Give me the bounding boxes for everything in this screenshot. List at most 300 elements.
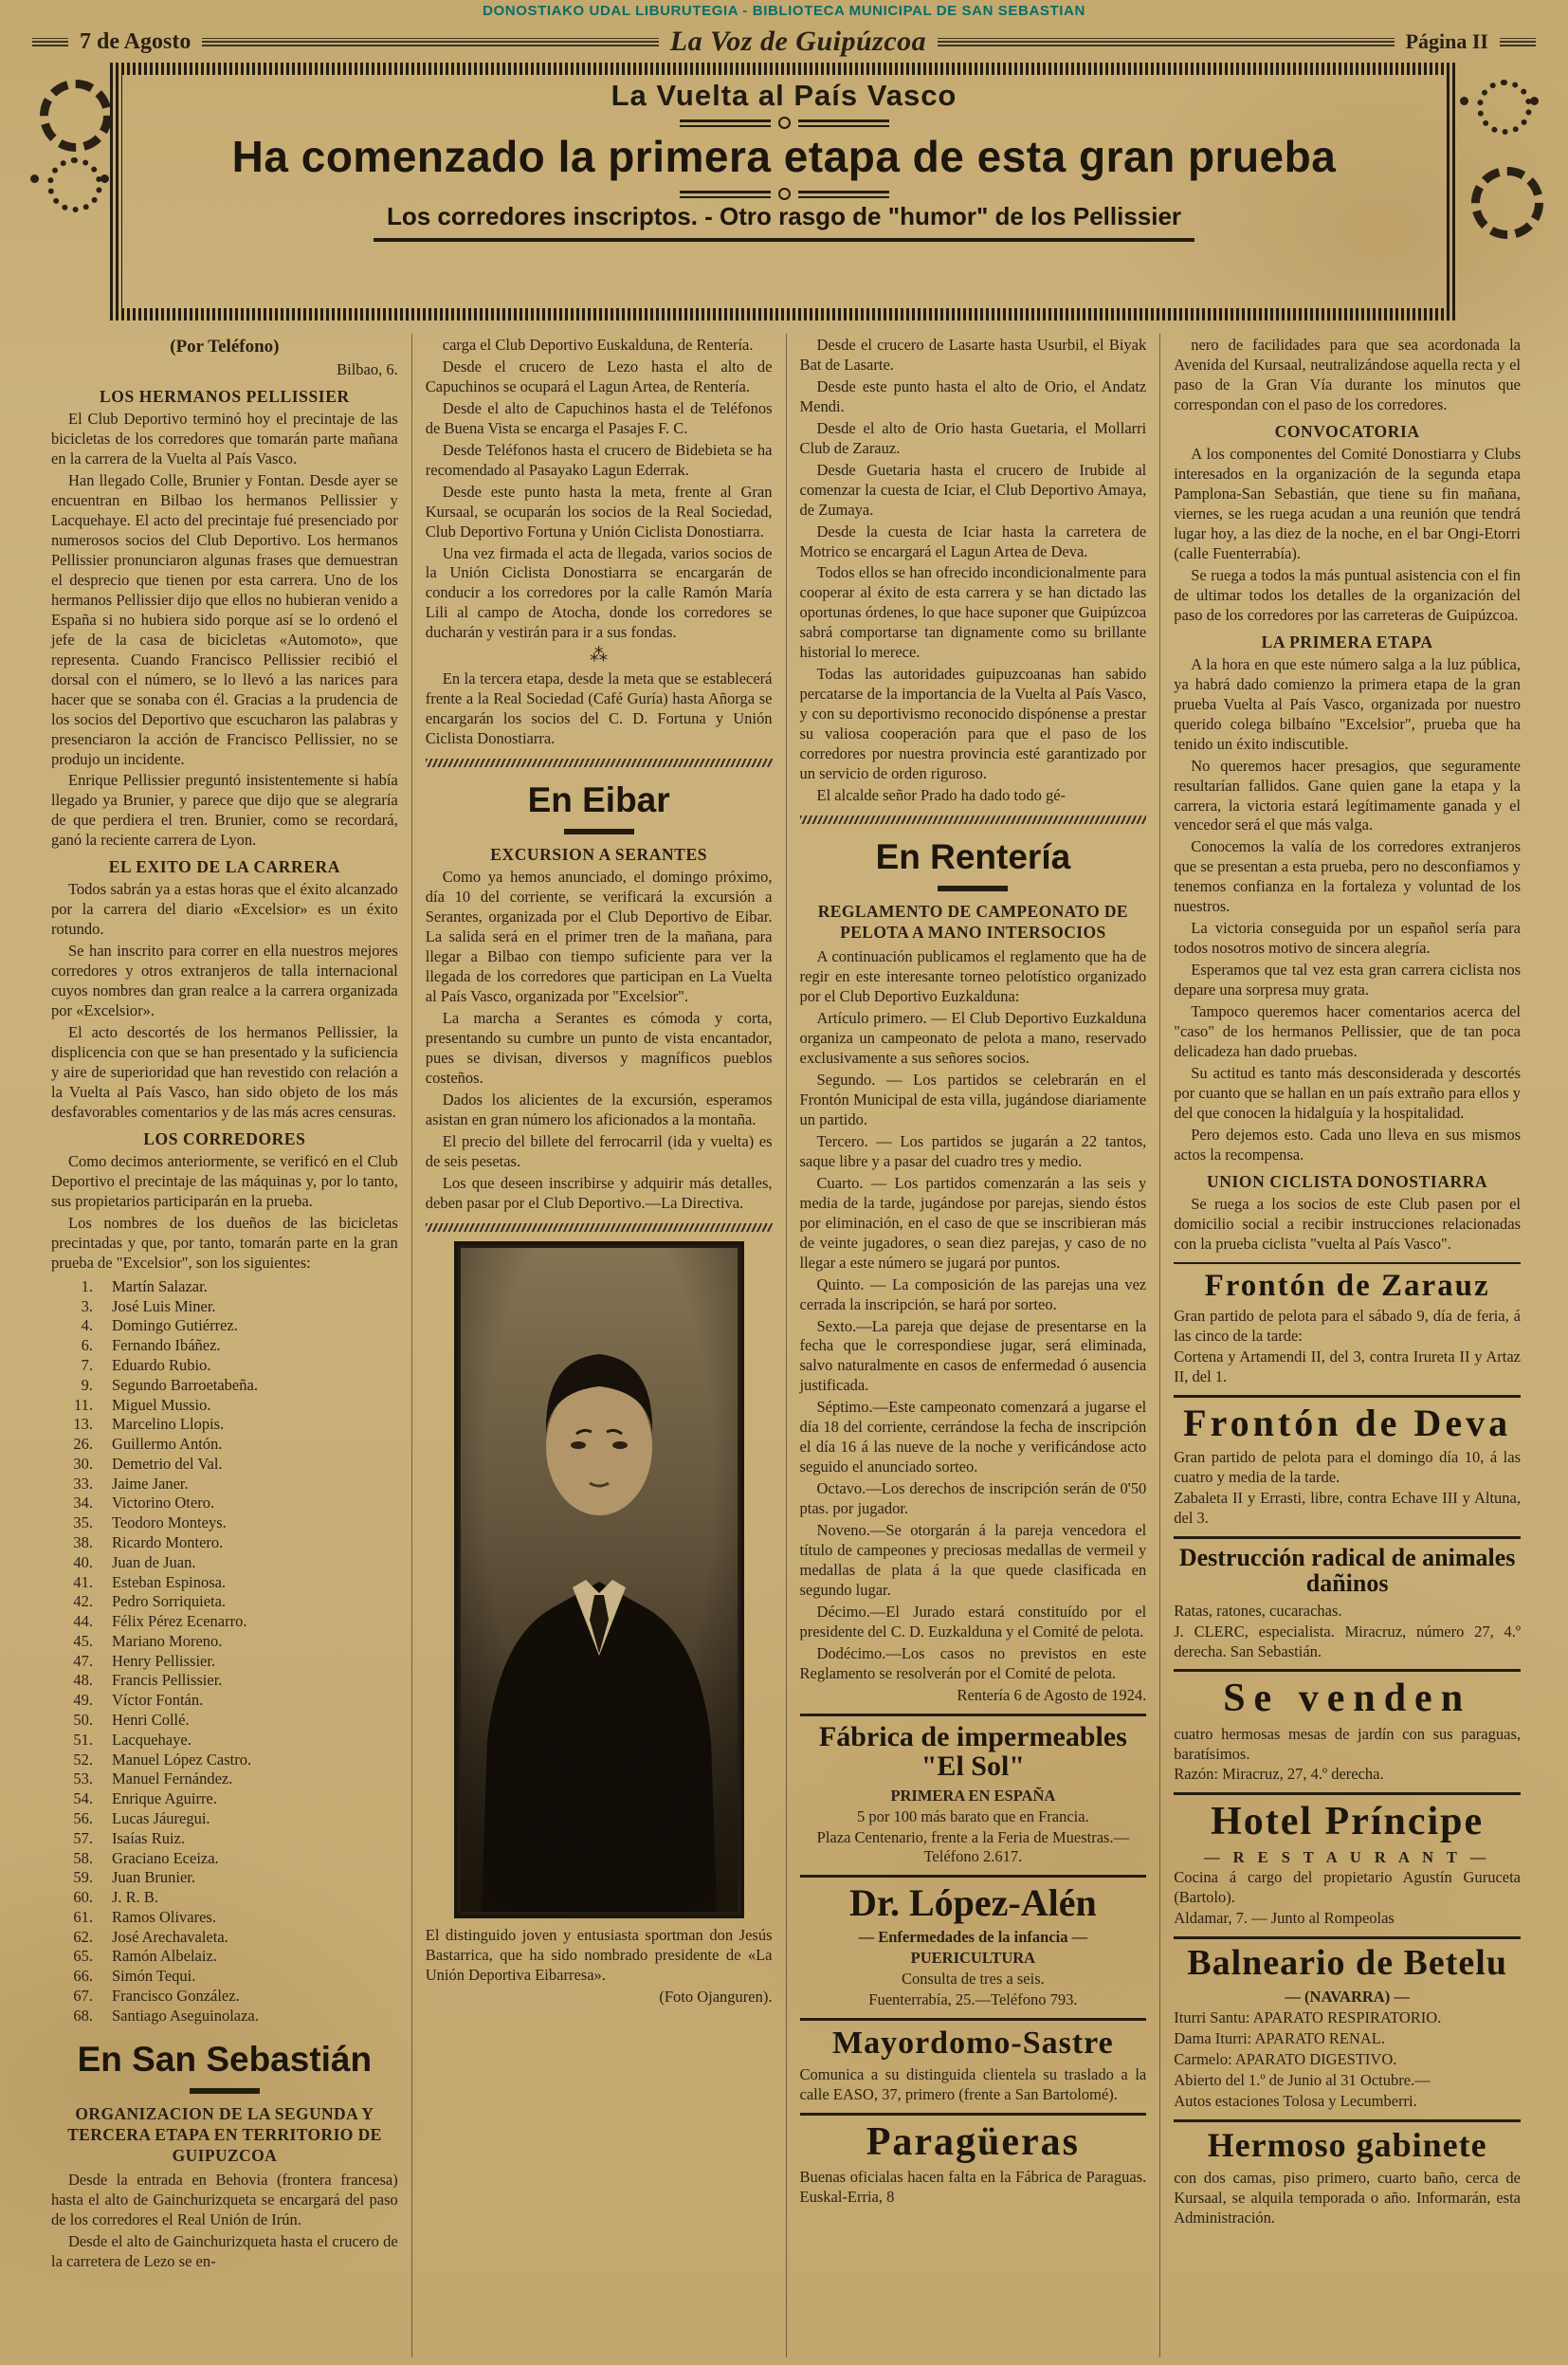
paragraph: Quinto. — La composición de las parejas una vez cerrada la inscripción, se hará por sorteo. xyxy=(799,1274,1147,1313)
ad-line: J. CLERC, especialista. Miracruz, número 27, 4.º derecha. San Sebastián. xyxy=(1174,1622,1521,1660)
rider-number: 60. xyxy=(73,1888,93,1907)
ad-subtitle: PRIMERA EN ESPAÑA xyxy=(890,1786,1056,1805)
rider-number: 4. xyxy=(81,1316,93,1335)
rider-name: Mariano Moreno. xyxy=(112,1631,223,1650)
paragraph: Desde este punto hasta la meta, frente al Gran Kursaal, se ocuparán los socios de la Real Sociedad, Club Deportivo Fortuna y Unión Ciclista Donostiarra. xyxy=(425,482,773,541)
divider-bar xyxy=(680,191,771,198)
rider-number: 42. xyxy=(73,1592,93,1611)
paragraph: Octavo.—Los derechos de inscripción serán de 0'50 ptas. por jugador. xyxy=(799,1479,1147,1518)
sunburst-ornament-icon xyxy=(40,80,112,152)
ad-body-lines xyxy=(1174,1602,1521,1662)
rider-number: 1. xyxy=(81,1276,93,1295)
ad-title: Dr. López-Alén xyxy=(849,1881,1097,1925)
ad-hermoso-gabinete xyxy=(1174,2125,1521,2228)
rider-row xyxy=(51,1513,398,1533)
masthead xyxy=(32,26,1536,58)
divider-bar xyxy=(798,119,889,127)
ad-line: Zabaleta II y Errasti, libre, contra Echave III y Altuna, del 3. xyxy=(1174,1489,1521,1528)
headline-block xyxy=(28,63,1540,321)
rider-name: Santiago Aseguinolaza. xyxy=(112,2006,259,2025)
rider-number: 13. xyxy=(73,1415,93,1434)
rider-row xyxy=(51,1868,398,1888)
divider-bar xyxy=(680,119,771,127)
rider-row xyxy=(51,1573,398,1593)
paragraph: Su actitud es tanto más desconsiderada y descortés por cuanto que se hallan en un país extraño para ellos y del que conocen la hidalguía y la hospitalidad. xyxy=(1174,1063,1521,1122)
ad-line: 5 por 100 más barato que en Francia. xyxy=(857,1806,1089,1825)
paragraph: Los que deseen inscribirse y adquirir más detalles, deben pasar por el Club Deportivo.—La Directiva. xyxy=(425,1173,773,1212)
ad-body: Buenas oficialas hacen falta en la Fábrica de Paraguas. Euskal-Erria, 8 xyxy=(799,2167,1147,2206)
rider-number: 49. xyxy=(73,1691,93,1710)
rider-name: Victorino Otero. xyxy=(112,1494,215,1512)
rider-number: 41. xyxy=(73,1572,93,1591)
ad-separator-rule xyxy=(800,1714,1147,1716)
rider-name: Ramos Olivares. xyxy=(112,1907,216,1926)
ad-separator-rule xyxy=(800,2018,1147,2021)
rider-row xyxy=(51,1888,398,1908)
ad-paragueras xyxy=(800,2121,1147,2208)
rider-name: Miguel Mussio. xyxy=(112,1395,211,1414)
rider-name: Domingo Gutiérrez. xyxy=(112,1316,238,1335)
rider-number: 9. xyxy=(81,1375,93,1394)
paragraph: Han llegado Colle, Brunier y Fontan. Desde ayer se encuentran en Bilbao los hermanos Pellissier y Lacquehaye. El acto del precintaje fué presenciado por numerosos socios del Club Deportivo. Los hermanos Pellissier pronunciaron algunas frases que demuestran el desprecio que tienen por esta carrera. Uno de los hermanos Pellissier dijo que ellos no hubieran venido a España si no hubiera sido porque así se lo ordenó el jefe de la casa de bicicletas «Automoto», que representa. Cuando Francisco Pellissier recibió el dorsal con el número, se lo llevó a las narices para hacer que se sonaba con él. Gracias a la prudencia de los socios del Deportivo que escucharon las palabras y presenciaron la acción de Francisco Pellissier, no se produjo un incidente. xyxy=(51,471,398,768)
ornament-column-right xyxy=(1458,63,1540,321)
paragraph: Décimo.—El Jurado estará constituído por el presidente del C. D. Euzkalduna y el Comité de pelota. xyxy=(799,1602,1147,1641)
rider-name: Henri Collé. xyxy=(112,1711,190,1730)
ad-line: Fuenterrabía, 25.—Teléfono 793. xyxy=(868,1990,1078,2009)
ad-subtitle: — (NAVARRA) — xyxy=(1285,1988,1410,2007)
article-paragraphs xyxy=(51,1152,398,1274)
masthead-rule xyxy=(202,38,658,46)
paragraph: A los componentes del Comité Donostiarra y Clubs interesados en la organización de la segunda etapa Pamplona-San Sebastián, que tiene su fin mañana, viernes, se les ruega acudan a una reunión que tendrá lugar hoy, a las diez de la noche, en el bar Ongi-Etorri (calle Fuenterrabía). xyxy=(1174,445,1521,562)
paragraph: Se ruega a los socios de este Club pasen por el domicilio social a recibir instrucciones relacionadas con la prueba ciclista "vuelta al País Vasco". xyxy=(1174,1194,1521,1253)
rider-row xyxy=(51,1908,398,1928)
article-paragraphs xyxy=(800,947,1147,1683)
paragraph: El precio del billete del ferrocarril (ida y vuelta) es de seis pesetas. xyxy=(425,1131,773,1170)
ad-separator-rule xyxy=(1174,1792,1521,1795)
rider-name: Martín Salazar. xyxy=(112,1276,208,1295)
rider-name: Francis Pellissier. xyxy=(112,1671,223,1690)
rider-row xyxy=(51,1297,398,1317)
ad-separator-rule xyxy=(1174,2119,1521,2122)
paragraph: Séptimo.—Este campeonato comenzará a jugarse el día 18 del corriente, cerrándose la fecha de inscripción el día 16 á las nueve de la noche y verificándose acto seguido el anunciado sorteo. xyxy=(799,1398,1147,1476)
paragraph: Todos ellos se han ofrecido incondicionalmente para cooperar al éxito de esta carrera y se han dictado las oportunas órdenes, lo que hace suponer que Guipúzcoa sabrá comportarse tan dignamente como su brillante historial lo merece. xyxy=(799,563,1147,662)
rider-row xyxy=(51,1652,398,1672)
ad-destruccion-animales xyxy=(1174,1545,1521,1661)
paragraph: Desde el alto de Capuchinos hasta el de Teléfonos de Buena Vista se encarga el Pasajes F. C. xyxy=(425,398,773,437)
ad-title: Hotel Príncipe xyxy=(1211,1800,1485,1844)
asterism-ornament-icon: ⁂ xyxy=(590,646,609,667)
paragraph: Dados los alicientes de la excursión, esperamos asistan en gran número los aficionados a la montaña. xyxy=(425,1090,773,1128)
paragraph: Esperamos que tal vez esta gran carrera ciclista nos depare una sorpresa muy grata. xyxy=(1174,961,1521,999)
rider-row xyxy=(51,1277,398,1297)
headline-box xyxy=(110,63,1458,321)
divider-ring-icon xyxy=(778,117,791,129)
paragraph: Enrique Pellissier preguntó insistentemente si había llegado ya Brunier, y parece que dijo que se alegraría de que perdiera el tren. Brunier, como se recordará, ganó la reciente carrera de Lyon. xyxy=(51,771,398,850)
rider-name: Eduardo Rubio. xyxy=(112,1355,211,1374)
ad-separator-rule xyxy=(1174,1395,1521,1398)
rider-number: 44. xyxy=(73,1612,93,1631)
paragraph: Sexto.—La pareja que dejase de presentarse en la fecha que le correspondiese jugar, será eliminada, salvo naturalmente en casos de enfermedad ó ausencia justificada. xyxy=(799,1316,1147,1395)
rider-row xyxy=(51,1849,398,1869)
article-paragraphs xyxy=(426,336,773,643)
article-paragraphs xyxy=(1174,336,1521,415)
paragraph: La victoria conseguida por un español sería para todos nosotros motivo de sincera alegría. xyxy=(1174,919,1521,958)
rider-row xyxy=(51,1316,398,1336)
sunburst-ornament-icon xyxy=(1471,167,1543,239)
ad-title: Paragüeras xyxy=(866,2119,1081,2164)
ornament-column-left xyxy=(28,63,110,321)
ad-line: Gran partido de pelota para el domingo día 10, á las cuatro y media de la tarde. xyxy=(1174,1448,1521,1487)
paragraph: La marcha a Serantes es cómoda y corta, presentando su cumbre un punto de vista encantador, pues se divisan, diversos y magníficos pueblos costeños. xyxy=(425,1009,773,1087)
article-subhead: LOS HERMANOS PELLISSIER xyxy=(100,387,350,407)
article-paragraphs xyxy=(1174,1195,1521,1255)
headline-divider xyxy=(143,117,1425,129)
column-2 xyxy=(411,334,786,2357)
rider-row xyxy=(51,1789,398,1809)
section-headline-san-sebastian: En San Sebastián xyxy=(77,2039,373,2079)
rider-name: Ricardo Montero. xyxy=(112,1533,224,1552)
paragraph: Desde este punto hasta el alto de Orio, el Andatz Mendi. xyxy=(799,376,1147,415)
ad-fronton-deva xyxy=(1174,1403,1521,1529)
ad-line: Plaza Centenario, frente a la Feria de Muestras.—Teléfono 2.617. xyxy=(816,1827,1130,1866)
paragraph: Se han inscrito para correr en ella nuestros mejores corredores y otros extranjeros de talla internacional cuyos nombres dan gran realce a la carrera organizada por «Excelsior». xyxy=(51,942,398,1020)
ad-subtitle: — R E S T A U R A N T — xyxy=(1204,1847,1491,1866)
rider-number: 53. xyxy=(73,1769,93,1788)
rider-row xyxy=(51,1711,398,1731)
section-divider-bar xyxy=(938,886,1008,891)
rider-row xyxy=(51,1751,398,1770)
ad-title: Frontón de Deva xyxy=(1183,1402,1512,1445)
rider-name: Teodoro Monteys. xyxy=(112,1513,227,1532)
ad-title: Frontón de Zarauz xyxy=(1204,1268,1490,1303)
paragraph: Una vez firmada el acta de llegada, varios socios de la Unión Ciclista Donostiarra se encargarán de conducir a los corredores por la calle Ramón María Lili al campo de Atocha, donde los corredores se ducharán y vestirán para ir a sus fondas. xyxy=(425,543,773,642)
ad-subtitle: — Enfermedades de la infancia — xyxy=(858,1928,1088,1947)
rider-row xyxy=(51,1632,398,1652)
rider-number: 65. xyxy=(73,1947,93,1966)
ad-line: Gran partido de pelota para el sábado 9, día de feria, á las cinco de la tarde: xyxy=(1174,1307,1521,1346)
rider-number: 62. xyxy=(73,1927,93,1946)
rider-number: 56. xyxy=(73,1808,93,1827)
ad-separator-rule xyxy=(800,2113,1147,2116)
paragraph: Desde el crucero de Lezo hasta el alto de Capuchinos se ocupará el Lagun Artea, de Rentería. xyxy=(425,357,773,395)
masthead-title: La Voz de Guipúzcoa xyxy=(669,26,927,57)
rider-name: Ramón Albelaiz. xyxy=(112,1947,217,1966)
dateline: Rentería 6 de Agosto de 1924. xyxy=(957,1685,1147,1704)
photo-credit: (Foto Ojanguren). xyxy=(659,1987,773,2006)
rider-number: 54. xyxy=(73,1789,93,1808)
rider-number: 58. xyxy=(73,1848,93,1867)
ad-line: PUERICULTURA xyxy=(910,1949,1036,1968)
rider-row xyxy=(51,1967,398,1987)
rider-number: 45. xyxy=(73,1631,93,1650)
rider-row xyxy=(51,1435,398,1455)
ad-line: Aldamar, 7. — Junto al Rompeolas xyxy=(1174,1909,1395,1928)
headline-kicker: La Vuelta al País Vasco xyxy=(611,79,957,112)
dot-ornament-icon xyxy=(30,174,39,183)
rider-number: 50. xyxy=(73,1711,93,1730)
paragraph: El alcalde señor Prado ha dado todo gé- xyxy=(816,785,1067,804)
paragraph: No queremos hacer presagios, que seguramente resultarían fallidos. Gane quien gane la etapa y la carrera, la victoria estará legítimamente ganada y el vencedor será el que más valga. xyxy=(1174,756,1521,834)
rider-number: 47. xyxy=(73,1651,93,1670)
ad-title: Mayordomo-Sastre xyxy=(831,2026,1114,2062)
wavy-rule xyxy=(426,759,773,767)
rider-row xyxy=(51,1376,398,1396)
rider-row xyxy=(51,2007,398,2026)
rider-number: 68. xyxy=(73,2006,93,2025)
paragraph: En la tercera etapa, desde la meta que se establecerá frente a la Real Sociedad (Café Guría) hasta Añorga se encargarán los socios del C. D. Fortuna y Unión Ciclista Donostiarra. xyxy=(425,669,773,748)
rider-name: Lacquehaye. xyxy=(112,1730,191,1749)
rider-name: Félix Pérez Ecenarro. xyxy=(112,1612,247,1631)
rider-number: 66. xyxy=(73,1967,93,1986)
article-paragraphs xyxy=(426,669,773,749)
ad-line: Iturri Santu: APARATO RESPIRATORIO. xyxy=(1174,2008,1442,2027)
ad-se-venden xyxy=(1174,1678,1521,1785)
rider-number: 61. xyxy=(73,1907,93,1926)
rider-number: 57. xyxy=(73,1828,93,1847)
rider-name: Marcelino Llopis. xyxy=(112,1415,225,1434)
ad-fronton-zarauz xyxy=(1174,1270,1521,1387)
paragraph: Desde el crucero de Lasarte hasta Usurbil, el Biyak Bat de Lasarte. xyxy=(799,336,1147,374)
rider-number: 59. xyxy=(73,1868,93,1887)
rider-name: Manuel Fernández. xyxy=(112,1769,233,1788)
ad-line: Abierto del 1.º de Junio al 31 Octubre.— xyxy=(1174,2071,1431,2090)
rider-number: 26. xyxy=(73,1435,93,1454)
divider-bar xyxy=(798,191,889,198)
article-subhead: EL EXITO DE LA CARRERA xyxy=(108,857,341,877)
rider-row xyxy=(51,1553,398,1573)
rider-row xyxy=(51,1533,398,1553)
ad-body-lines xyxy=(1174,2008,1521,2112)
rider-name: Guillermo Antón. xyxy=(112,1435,223,1454)
rider-name: Víctor Fontán. xyxy=(112,1691,204,1710)
rider-row xyxy=(51,1769,398,1789)
rider-row xyxy=(51,1336,398,1356)
ad-title: Hermoso gabinete xyxy=(1207,2125,1487,2164)
paragraph: Desde el alto de Orio hasta Guetaria, el Mollarri Club de Zarauz. xyxy=(799,418,1147,457)
rider-row xyxy=(51,1947,398,1967)
paragraph: Conocemos la valía de los corredores extranjeros que se presentan a esta prueba, pero no desconfiamos y tenemos confianza en la fortaleza y voluntad de los nuestros. xyxy=(1174,837,1521,916)
ad-hotel-principe xyxy=(1174,1801,1521,1929)
subtitle: Los corredores inscriptos. - Otro rasgo de "humor" de los Pellissier xyxy=(374,202,1194,242)
rider-row xyxy=(51,1809,398,1829)
rider-number: 40. xyxy=(73,1552,93,1571)
paragraph: Como ya hemos anunciado, el domingo próximo, día 10 del corriente, se verificará la excursión a Serantes, organizada por el Club Deportivo de Eibar. La salida será en el primer tren de la mañana, para llegar a Bilbao con tiempo suficiente para ver la llegada de los corredores que participan en La Vuelta al País Vasco, organizada por "Excelsior". xyxy=(425,868,773,1006)
ad-separator-rule xyxy=(1174,1669,1521,1672)
rider-name: Francisco González. xyxy=(112,1986,240,2005)
wavy-rule xyxy=(426,1223,773,1232)
dotted-ring-ornament-icon xyxy=(1477,80,1532,135)
paragraph: Tampoco queremos hacer comentarios acerca del "caso" de los hermanos Pellissier, que de tan poca delicadeza han dado pruebas. xyxy=(1174,1002,1521,1060)
ad-line: Razón: Miracruz, 27, 4.º derecha. xyxy=(1174,1765,1384,1784)
paragraph: Tercero. — Los partidos se jugarán a 22 tantos, saque libre y a pasar del cuadro tres y medio. xyxy=(799,1131,1147,1170)
rider-number: 7. xyxy=(81,1355,93,1374)
rider-name: Lucas Jáuregui. xyxy=(112,1808,210,1827)
rider-name: Simón Tequi. xyxy=(112,1967,196,1986)
ad-body-lines xyxy=(1174,1307,1521,1387)
ad-line: Autos estaciones Tolosa y Lecumberri. xyxy=(1174,2091,1417,2110)
rider-name: Juan Brunier. xyxy=(112,1868,195,1887)
dotted-ring-ornament-icon xyxy=(47,157,102,212)
rider-number: 33. xyxy=(73,1474,93,1493)
rider-number: 3. xyxy=(81,1296,93,1315)
ad-body: con dos camas, piso primero, cuarto baño, cerca de Kursaal, se alquila temporada o año. Informarán, esta Administración. xyxy=(1174,2168,1521,2227)
ad-line: cuatro hermosas mesas de jardín con sus paraguas, baratísimos. xyxy=(1174,1724,1521,1763)
paragraph: Dodécimo.—Los casos no previstos en este Reglamento se resolverán por el Comité de pelota. xyxy=(799,1643,1147,1682)
paragraph: Se ruega a todos la más puntual asistencia con el fin de ultimar todos los detalles de la organización del paso de los corredores por las carreteras de Guipúzcoa. xyxy=(1174,565,1521,624)
rider-name: Demetrio del Val. xyxy=(112,1454,223,1473)
rider-number: 67. xyxy=(73,1986,93,2005)
rider-number: 35. xyxy=(73,1513,93,1532)
rider-number: 48. xyxy=(73,1671,93,1690)
paragraph: nero de facilidades para que sea acordonada la Avenida del Kursaal, neutralizándose aquella recta y el paso de la Gran Vía durante los minutos que correspondan con el paso de los corredores. xyxy=(1174,336,1521,413)
ad-line: Consulta de tres a seis. xyxy=(901,1970,1045,1989)
rider-number: 52. xyxy=(73,1750,93,1769)
rider-name: Manuel López Castro. xyxy=(112,1750,252,1769)
article-subhead: LOS CORREDORES xyxy=(143,1128,306,1148)
ad-separator-rule xyxy=(1174,1262,1521,1264)
article-paragraphs xyxy=(1174,655,1521,1165)
ad-body: Comunica a su distinguida clientela su traslado a la calle EASO, 37, primero (frente a San Bartolomé). xyxy=(799,2064,1147,2103)
column-4 xyxy=(1159,334,1534,2357)
rider-number: 38. xyxy=(73,1533,93,1552)
divider-ring-icon xyxy=(778,188,791,200)
rider-number: 51. xyxy=(73,1730,93,1749)
masthead-date: 7 de Agosto xyxy=(80,28,191,54)
paragraph: A la hora en que este número salga a la luz pública, ya habrá dado comienzo la primera etapa de la gran prueba Vuelta al País Vasco, organizada por nuestro querido colega bilbaíno "Excelsior", prueba que ha tenido un éxito indiscutible. xyxy=(1174,654,1521,753)
article-paragraphs xyxy=(426,868,773,1213)
library-stamp: DONOSTIAKO UDAL LIBURUTEGIA - BIBLIOTECA MUNICIPAL DE SAN SEBASTIAN xyxy=(483,3,1085,19)
rider-row xyxy=(51,1455,398,1475)
rider-row xyxy=(51,1592,398,1612)
masthead-rule xyxy=(938,38,1394,46)
section-subhead: ORGANIZACION DE LA SEGUNDA Y TERCERA ETAPA EN TERRITORIO DE GUIPUZCOA xyxy=(67,2103,382,2165)
masthead-rule xyxy=(1500,38,1536,46)
rider-name: Enrique Aguirre. xyxy=(112,1789,217,1808)
riders-list xyxy=(51,1277,398,2026)
ad-separator-rule xyxy=(800,1875,1147,1878)
rider-name: Henry Pellissier. xyxy=(112,1651,216,1670)
rider-row xyxy=(51,1928,398,1948)
masthead-rule xyxy=(32,38,68,46)
article-subhead: UNION CICLISTA DONOSTIARRA xyxy=(1206,1171,1488,1191)
article-subhead: CONVOCATORIA xyxy=(1274,421,1420,441)
ad-title: Destrucción radical de animales dañinos xyxy=(1178,1544,1516,1598)
section-headline-renteria: En Rentería xyxy=(875,836,1071,876)
ad-line: Cortena y Artamendi II, del 3, contra Irureta II y Artaz II, del 1. xyxy=(1174,1348,1521,1386)
ad-mayordomo-sastre xyxy=(800,2026,1147,2105)
rider-row xyxy=(51,1475,398,1494)
portrait-photo xyxy=(454,1241,744,1918)
rider-name: Pedro Sorriquieta. xyxy=(112,1592,227,1611)
paragraph: Cuarto. — Los partidos comenzarán a las seis y media de la tarde, jugándose por parejas, siendo éstos por eliminación, en el caso de que se inscribieran más de veinte jugadores, o sean diez parejas, y caso de no llegar a este número se jugará por puntos. xyxy=(799,1173,1147,1272)
ad-body-lines xyxy=(1174,1448,1521,1529)
section-headline-eibar: En Eibar xyxy=(527,780,670,820)
ad-body-lines xyxy=(1174,1725,1521,1786)
rider-name: José Luis Miner. xyxy=(112,1296,216,1315)
rider-name: Segundo Barroetabeña. xyxy=(112,1375,258,1394)
rider-row xyxy=(51,1691,398,1711)
paragraph: Desde Teléfonos hasta el crucero de Bidebieta se ha recomendado al Pasayako Lagun Ederrak. xyxy=(425,440,773,479)
rider-number: 34. xyxy=(73,1494,93,1512)
ad-balneario-betelu xyxy=(1174,1945,1521,2112)
paragraph: Todos sabrán ya a estas horas que el éxito alcanzado por la carrera del diario «Excelsior» es un éxito rotundo. xyxy=(51,880,398,939)
rider-name: Fernando Ibáñez. xyxy=(112,1336,221,1355)
paragraph: El acto descortés de los hermanos Pellissier, la displicencia con que se han presentado y la suficiencia y aire de superioridad que han revestido con relación a la Vuelta al País Vasco, han sido objeto de los más desfavorables comentarios y de las más acres censuras. xyxy=(51,1023,398,1121)
wavy-rule xyxy=(800,816,1147,824)
rider-row xyxy=(51,1612,398,1632)
ad-line: Carmelo: APARATO DIGESTIVO. xyxy=(1174,2050,1397,2069)
dot-ornament-icon xyxy=(1460,97,1468,105)
column-3 xyxy=(786,334,1160,2357)
paragraph: Desde la cuesta de Iciar hasta la carretera de Motrico se encargará el Lagun Artea de Deva. xyxy=(799,522,1147,560)
paragraph: Como decimos anteriormente, se verificó en el Club Deportivo el precintaje de las máquinas y, por lo tanto, sus propietarios participarán en la prueba. xyxy=(51,1152,398,1211)
rider-number: 11. xyxy=(73,1395,93,1414)
paragraph: Artículo primero. — El Club Deportivo Euzkalduna organiza un campeonato de pelota a mano, reservado exclusivamente a sus señores socios. xyxy=(799,1009,1147,1068)
main-headline: Ha comenzado la primera etapa de esta gran prueba xyxy=(231,132,1337,181)
rider-name: Juan de Juan. xyxy=(112,1552,196,1571)
rider-row xyxy=(51,1356,398,1376)
ad-title: Fábrica de impermeables "El Sol" xyxy=(818,1720,1127,1783)
ad-separator-rule xyxy=(1174,1536,1521,1539)
paragraph: Desde la entrada en Behovia (frontera francesa) hasta el alto de Gainchurizqueta se encargará del paso de los corredores el Real Unión de Irún. xyxy=(51,2171,398,2229)
article-paragraphs xyxy=(800,336,1147,806)
article-paragraphs xyxy=(1174,445,1521,626)
rider-name: J. R. B. xyxy=(112,1888,159,1907)
masthead-page-number: Página II xyxy=(1405,29,1488,53)
rider-name: José Arechavaleta. xyxy=(112,1927,228,1946)
rider-row xyxy=(51,1415,398,1435)
paragraph: Noveno.—Se otorgarán á la pareja vencedora el título de campeones y preciosas medallas de vermeil y medallas de plata á la que quede clasificada en segundo lugar. xyxy=(799,1521,1147,1599)
rider-row xyxy=(51,1987,398,2007)
paragraph: Los nombres de los dueños de las bicicletas precintadas y que, por tanto, tomarán parte en la gran prueba de "Excelsior", son los siguientes: xyxy=(51,1214,398,1272)
article-paragraphs xyxy=(51,880,398,1122)
rider-row xyxy=(51,1731,398,1751)
rider-number: 30. xyxy=(73,1454,93,1473)
rider-name: Esteban Espinosa. xyxy=(112,1572,227,1591)
ad-body-lines xyxy=(1174,1868,1521,1929)
paragraph: Desde el alto de Gainchurizqueta hasta el crucero de la carretera de Lezo se en- xyxy=(51,2232,398,2270)
dateline: Bilbao, 6. xyxy=(337,360,398,379)
rider-number: 6. xyxy=(81,1336,93,1355)
rider-row xyxy=(51,1494,398,1513)
paragraph: Segundo. — Los partidos se celebrarán en el Frontón Municipal de esta villa, jugándose diariamente un partido. xyxy=(799,1071,1147,1128)
ad-line: Cocina á cargo del propietario Agustín Guruceta (Bartolo). xyxy=(1174,1868,1521,1907)
ad-separator-rule xyxy=(1174,1936,1521,1939)
article-subhead: LA PRIMERA ETAPA xyxy=(1261,632,1433,651)
rider-name: Jaime Janer. xyxy=(112,1474,189,1493)
byline: (Por Teléfono) xyxy=(170,337,280,357)
paragraph: Todas las autoridades guipuzcoanas han sabido percatarse de la importancia de la Vuelta al País Vasco, y con su deportivismo reconocido dispónense a prestar su valiosa cooperación para que el paso de los corredores por nuestra provincia esté garantizado por un servicio de orden riguroso. xyxy=(799,665,1147,783)
paragraph: El Club Deportivo terminó hoy el precintaje de las bicicletas de los corredores que tomarán parte mañana en la carrera de la Vuelta al País Vasco. xyxy=(51,410,398,468)
rider-name: Isaías Ruiz. xyxy=(112,1828,185,1847)
paragraph: Pero dejemos esto. Cada uno lleva en sus mismos actos la recompensa. xyxy=(1174,1125,1521,1164)
article-paragraphs xyxy=(51,410,398,851)
column-grid xyxy=(38,334,1534,2357)
dot-ornament-icon xyxy=(1530,97,1539,105)
section-subhead: EXCURSION A SERANTES xyxy=(490,845,708,865)
headline-divider xyxy=(143,188,1425,200)
ad-fabrica-el-sol xyxy=(800,1722,1147,1868)
ad-dr-lopez-alen xyxy=(800,1883,1147,2010)
section-divider-bar xyxy=(564,829,634,834)
column-1 xyxy=(38,334,411,2357)
paragraph: carga el Club Deportivo Euskalduna, de Rentería. xyxy=(442,336,754,354)
section-divider-bar xyxy=(190,2088,260,2094)
portrait-photo-illustration xyxy=(461,1248,738,1912)
rider-row xyxy=(51,1396,398,1416)
rider-row xyxy=(51,1671,398,1691)
ad-line: Dama Iturri: APARATO RENAL. xyxy=(1174,2029,1385,2048)
